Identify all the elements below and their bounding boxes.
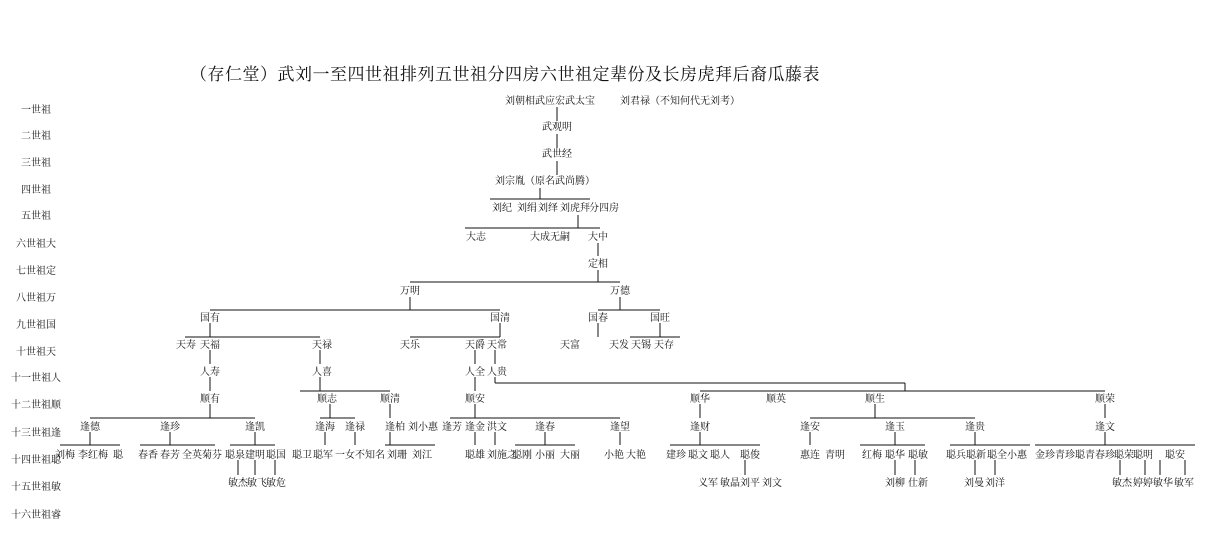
person-node: 大艳 <box>626 450 646 461</box>
person-node: 聪雄 <box>465 450 485 461</box>
person-node: 逢春 <box>535 422 555 433</box>
person-node: 逢珍 <box>160 422 180 433</box>
person-node: 春芳 <box>160 450 180 461</box>
person-node: 建珍 <box>666 450 686 461</box>
person-node: 天常 <box>487 340 507 351</box>
generation-label: 十世祖天 <box>16 347 56 358</box>
person-node: 聪兵 <box>946 450 966 461</box>
generation-label: 七世祖定 <box>16 266 56 277</box>
person-node: 刘绎 <box>538 203 558 214</box>
person-node-note: 刘君禄（不知何代无刘考） <box>620 96 740 107</box>
person-node: 小丽 <box>535 450 555 461</box>
person-node: 顺生 <box>865 394 885 405</box>
generation-label: 五世祖 <box>21 211 51 222</box>
person-node: 聪俊 <box>740 450 760 461</box>
person-node: 大成无嗣 <box>530 232 570 243</box>
person-node: 聪荣 <box>1114 450 1134 461</box>
person-node: 李红梅 <box>78 450 108 461</box>
person-node: 顺安 <box>465 394 485 405</box>
person-node: 刘朝相武应宏武太宝 <box>505 96 595 107</box>
person-node: 国清 <box>490 313 510 324</box>
person-node: 天寿 <box>176 340 196 351</box>
person-node: 大丽 <box>560 450 580 461</box>
person-node: 天锡 <box>631 340 651 351</box>
generation-label: 十一世祖人 <box>11 373 61 384</box>
person-node: 万明 <box>400 286 420 297</box>
person-node: 国春 <box>588 313 608 324</box>
person-node: 春香 <box>138 450 158 461</box>
person-node: 刘江 <box>412 450 432 461</box>
person-node: 刘平 <box>740 478 760 489</box>
person-node: 建明 <box>245 450 265 461</box>
person-node: 顺志 <box>317 394 337 405</box>
person-node: 武世经 <box>542 149 572 160</box>
person-node: 人寿 <box>200 367 220 378</box>
person-node: 武观明 <box>542 122 572 133</box>
person-node: 大中 <box>588 232 608 243</box>
person-node: 惠连 <box>800 450 820 461</box>
person-node: 天发 <box>609 340 629 351</box>
person-node: 逢禄 <box>345 422 365 433</box>
person-node: 聪青 <box>1075 450 1095 461</box>
person-node: 敏杰 <box>1112 478 1132 489</box>
person-node: 聪文 <box>688 450 708 461</box>
person-node: 青珍 <box>1055 450 1075 461</box>
person-node: 刘洋 <box>985 478 1005 489</box>
person-node: 聪华 <box>885 450 905 461</box>
person-node: 义军 <box>698 478 718 489</box>
person-node: 人贵 <box>487 367 507 378</box>
person-node: 敏危 <box>266 478 286 489</box>
person-node: 顺华 <box>690 394 710 405</box>
person-node: 聪敏 <box>908 450 928 461</box>
person-node: 顺清 <box>380 394 400 405</box>
person-node: 天禄 <box>312 340 332 351</box>
person-node: 刘施之 <box>487 450 517 461</box>
person-node: 聪 <box>113 450 123 461</box>
generation-label: 二世祖 <box>21 131 51 142</box>
person-node: 逢金 <box>465 422 485 433</box>
person-node: 聪新 <box>966 450 986 461</box>
person-node: 逢柏 <box>385 422 405 433</box>
person-node: 国有 <box>200 313 220 324</box>
generation-label: 十三世祖逢 <box>11 428 61 439</box>
generation-label: 一世祖 <box>21 105 51 116</box>
generation-label: 八世祖万 <box>16 293 56 304</box>
person-node: 逢芳 <box>442 422 462 433</box>
person-node: 刘文 <box>762 478 782 489</box>
person-node: 逢文 <box>1095 422 1115 433</box>
chart-title: （存仁堂）武刘一至四世祖排列五世祖分四房六世祖定辈份及长房虎拜后裔瓜藤表 <box>190 65 820 85</box>
person-node: 刘宗胤（原名武尚腾） <box>495 176 595 187</box>
person-node: 聪国 <box>266 450 286 461</box>
generation-label: 十五世祖敏 <box>11 482 61 493</box>
person-node: 天福 <box>200 340 220 351</box>
person-node: 人全 <box>465 367 485 378</box>
person-node: 逢贵 <box>965 422 985 433</box>
person-node: 天存 <box>654 340 674 351</box>
person-node: 小艳 <box>604 450 624 461</box>
person-node: 国旺 <box>650 313 670 324</box>
person-node: 聪卫 <box>292 450 312 461</box>
person-node: 大志 <box>466 232 486 243</box>
person-node: 敏晶 <box>720 478 740 489</box>
person-node: 聪明 <box>1133 450 1153 461</box>
person-node: 聪安 <box>1165 450 1185 461</box>
generation-label: 九世祖国 <box>16 320 56 331</box>
person-node: 敏军 <box>1174 478 1194 489</box>
person-node: 逢玉 <box>885 422 905 433</box>
person-node: 顺英 <box>766 394 786 405</box>
person-node: 聪刚 <box>512 450 532 461</box>
person-node: 敏华 <box>1153 478 1173 489</box>
person-node: 逢凯 <box>245 422 265 433</box>
person-node: 逢德 <box>80 422 100 433</box>
person-node: 聪人 <box>710 450 730 461</box>
person-node: 刘虎拜 <box>560 203 590 214</box>
generation-label: 十二世祖顺 <box>11 400 61 411</box>
person-node: 刘小惠 <box>408 422 438 433</box>
person-node: 菊芬 <box>202 450 222 461</box>
person-node: 顺荣 <box>1095 394 1115 405</box>
generation-label: 三世祖 <box>21 158 51 169</box>
person-node: 小惠 <box>1007 450 1027 461</box>
person-node: 逢望 <box>610 422 630 433</box>
person-node: 刘梅 <box>55 450 75 461</box>
person-node: 红梅 <box>862 450 882 461</box>
person-node: 天爵 <box>465 340 485 351</box>
person-node: 刘纪 <box>492 203 512 214</box>
person-node: 定相 <box>588 259 608 270</box>
person-node: 刘珊 <box>387 450 407 461</box>
generation-label: 六世祖大 <box>16 239 56 250</box>
person-node: 逢海 <box>315 422 335 433</box>
person-node: 敏杰 <box>228 478 248 489</box>
person-node: 一女不知名 <box>335 450 385 461</box>
person-node: 逢财 <box>690 422 710 433</box>
person-node: 聪军 <box>313 450 333 461</box>
person-node: 聪全 <box>987 450 1007 461</box>
person-node: 万德 <box>610 286 630 297</box>
generation-label: 十六世祖睿 <box>11 510 61 521</box>
generation-label: 十四世祖聪 <box>11 455 61 466</box>
person-node: 仕新 <box>908 478 928 489</box>
person-node: 全英 <box>182 450 202 461</box>
generation-label: 四世祖 <box>21 185 51 196</box>
person-node: 刘绢 <box>517 203 537 214</box>
person-node: 逢安 <box>800 422 820 433</box>
person-node: 青明 <box>825 450 845 461</box>
person-node: 顺有 <box>200 394 220 405</box>
person-node: 金珍 <box>1035 450 1055 461</box>
person-node: 春珍 <box>1095 450 1115 461</box>
person-node: 天富 <box>560 340 580 351</box>
person-node: 天乐 <box>400 340 420 351</box>
person-node: 聪泉 <box>225 450 245 461</box>
person-node: 刘柳 <box>885 478 905 489</box>
person-node: 刘曼 <box>964 478 984 489</box>
person-node: 洪文 <box>487 422 507 433</box>
person-node: 人喜 <box>312 367 332 378</box>
person-node: 敏飞 <box>247 478 267 489</box>
person-node: 婷婷 <box>1133 478 1153 489</box>
person-node-note: 分四房 <box>589 203 619 214</box>
